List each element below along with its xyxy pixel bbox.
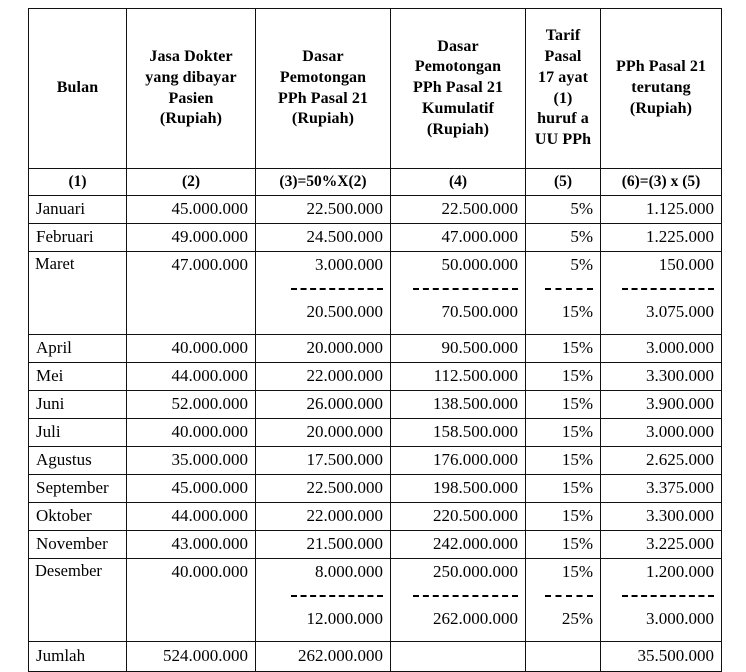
value-bottom: 15% [561,302,593,321]
value-top: 5% [570,255,593,274]
column-number-6: (6)=(3) x (5) [601,169,722,196]
cell-total-tarif [526,642,601,672]
subtotal-rule [263,583,383,608]
value-top: 47.000.000 [171,255,248,274]
header-bulan [29,9,127,169]
cell-jasa-dokter [127,559,256,642]
header-line: Tarif [545,27,581,45]
column-numbers-row [29,169,722,196]
cell-pph-terutang: 3.000.000 [601,335,722,363]
header-line: (Rupiah) [426,120,490,138]
table-row [29,196,722,224]
value-top: 250.000.000 [433,562,518,581]
cell-month: Oktober [29,503,127,531]
value-stack [608,561,714,639]
header-row [29,9,722,169]
cell-jasa-dokter: 40.000.000 [127,335,256,363]
cell-dasar-pemotongan: 21.500.000 [256,531,391,559]
header-line: Pemotongan [414,58,502,76]
column-number-1: (1) [29,169,127,196]
header-line: (Rupiah) [629,99,693,117]
table-row [29,447,722,475]
cell-jasa-dokter: 43.000.000 [127,531,256,559]
cell-tarif: 15% [526,419,601,447]
table-row [29,224,722,252]
header-line: (Rupiah) [159,110,223,128]
header-line: huruf a [537,110,589,128]
value-top: 3.000.000 [315,255,383,274]
header-line: Dasar [437,37,479,55]
column-number-2: (2) [127,169,256,196]
cell-month: Agustus [29,447,127,475]
cell-pph-terutang: 1.125.000 [601,196,722,224]
cell-month: Juli [29,419,127,447]
cell-kumulatif: 47.000.000 [391,224,526,252]
document-sheet [28,8,721,666]
header-jasa-dokter [127,9,256,169]
table-row [29,363,722,391]
value-bottom: 12.000.000 [306,609,383,628]
value-bottom: 70.500.000 [441,302,518,321]
header-dasar-pemotongan-kumulatif [391,9,526,169]
value-bottom: 262.000.000 [433,609,518,628]
subtotal-rule [398,583,518,608]
header-line: (1) [553,89,573,107]
value-top: 8.000.000 [315,562,383,581]
table-row [29,559,722,642]
cell-dasar-pemotongan: 22.000.000 [256,363,391,391]
cell-dasar-pemotongan: 22.500.000 [256,196,391,224]
subtotal-rule [608,583,714,608]
table-row [29,475,722,503]
value-top: 150.000 [658,255,714,274]
cell-dasar-pemotongan: 22.000.000 [256,503,391,531]
table-row [29,252,722,335]
value-bottom: 3.000.000 [646,609,714,628]
table-row [29,391,722,419]
value-stack [533,561,593,639]
subtotal-rule [263,276,383,301]
header-line: UU PPh [534,131,592,149]
table-row [29,531,722,559]
cell-month: Juni [29,391,127,419]
cell-pph-terutang: 3.300.000 [601,503,722,531]
header-line: Pasien [168,89,214,107]
header-line: 17 ayat [537,68,589,86]
cell-dasar-pemotongan [256,252,391,335]
cell-tarif: 15% [526,503,601,531]
cell-dasar-pemotongan: 22.500.000 [256,475,391,503]
cell-dasar-pemotongan: 24.500.000 [256,224,391,252]
cell-kumulatif: 138.500.000 [391,391,526,419]
cell-total-label: Jumlah [29,642,127,672]
cell-tarif: 15% [526,335,601,363]
value-stack [398,561,518,639]
cell-month: April [29,335,127,363]
value-bottom: 25% [561,609,593,628]
cell-kumulatif: 22.500.000 [391,196,526,224]
cell-pph-terutang [601,252,722,335]
header-line: PPh Pasal 21 [412,79,504,97]
cell-dasar-pemotongan: 20.000.000 [256,335,391,363]
cell-pph-terutang: 3.375.000 [601,475,722,503]
header-tarif [526,9,601,169]
table-header [29,9,722,169]
header-line: Pasal [544,47,582,65]
cell-pph-terutang: 3.900.000 [601,391,722,419]
value-stack [533,254,593,332]
cell-dasar-pemotongan [256,559,391,642]
cell-month: Mei [29,363,127,391]
cell-month: Maret [29,252,127,335]
header-line: terutang [631,79,691,97]
table-row [29,419,722,447]
header-line: Bulan [56,79,99,97]
subtotal-rule [608,276,714,301]
cell-month: Februari [29,224,127,252]
value-top: 40.000.000 [171,562,248,581]
cell-pph-terutang: 3.225.000 [601,531,722,559]
header-line: Pemotongan [279,68,367,86]
cell-pph-terutang [601,559,722,642]
cell-kumulatif [391,559,526,642]
cell-tarif [526,559,601,642]
value-stack [608,254,714,332]
subtotal-rule [533,583,593,608]
cell-kumulatif: 90.500.000 [391,335,526,363]
cell-tarif [526,252,601,335]
cell-month: November [29,531,127,559]
cell-total-jasa-dokter: 524.000.000 [127,642,256,672]
cell-tarif: 15% [526,363,601,391]
header-line: PPh Pasal 21 [277,89,369,107]
cell-tarif: 15% [526,447,601,475]
cell-kumulatif: 112.500.000 [391,363,526,391]
cell-month: Desember [29,559,127,642]
subtotal-rule [398,276,518,301]
value-bottom: 20.500.000 [306,302,383,321]
cell-tarif: 5% [526,224,601,252]
column-number-5: (5) [526,169,601,196]
cell-kumulatif: 220.500.000 [391,503,526,531]
cell-month: September [29,475,127,503]
value-top: 15% [561,562,593,581]
column-number-4: (4) [391,169,526,196]
table-total-row [29,642,722,672]
cell-kumulatif: 242.000.000 [391,531,526,559]
cell-month: Januari [29,196,127,224]
cell-total-pph-terutang: 35.500.000 [601,642,722,672]
cell-jasa-dokter [127,252,256,335]
cell-total-kumulatif [391,642,526,672]
cell-tarif: 15% [526,391,601,419]
header-line: Dasar [302,47,344,65]
value-stack [263,254,383,332]
cell-kumulatif: 176.000.000 [391,447,526,475]
cell-dasar-pemotongan: 20.000.000 [256,419,391,447]
value-top: 50.000.000 [441,255,518,274]
cell-tarif: 5% [526,196,601,224]
cell-jasa-dokter: 49.000.000 [127,224,256,252]
cell-kumulatif: 198.500.000 [391,475,526,503]
table-row [29,503,722,531]
header-line: PPh Pasal 21 [615,58,707,76]
cell-pph-terutang: 2.625.000 [601,447,722,475]
header-line: Kumulatif [421,99,495,117]
table-body [29,169,722,672]
value-stack [398,254,518,332]
cell-jasa-dokter: 44.000.000 [127,363,256,391]
column-number-3: (3)=50%X(2) [256,169,391,196]
cell-jasa-dokter: 45.000.000 [127,475,256,503]
cell-jasa-dokter: 45.000.000 [127,196,256,224]
cell-dasar-pemotongan: 17.500.000 [256,447,391,475]
cell-jasa-dokter: 52.000.000 [127,391,256,419]
header-line: yang dibayar [145,68,237,86]
pph-pasal-21-table [28,8,722,672]
header-pph-terutang [601,9,722,169]
value-stack [134,254,248,332]
cell-kumulatif: 158.500.000 [391,419,526,447]
value-bottom: 3.075.000 [646,302,714,321]
cell-pph-terutang: 3.300.000 [601,363,722,391]
header-dasar-pemotongan [256,9,391,169]
cell-tarif: 15% [526,531,601,559]
cell-pph-terutang: 1.225.000 [601,224,722,252]
cell-jasa-dokter: 44.000.000 [127,503,256,531]
value-top: 1.200.000 [646,562,714,581]
cell-tarif: 15% [526,475,601,503]
cell-jasa-dokter: 35.000.000 [127,447,256,475]
cell-jasa-dokter: 40.000.000 [127,419,256,447]
header-line: Jasa Dokter [149,47,233,65]
cell-dasar-pemotongan: 26.000.000 [256,391,391,419]
cell-kumulatif [391,252,526,335]
cell-pph-terutang: 3.000.000 [601,419,722,447]
header-line: (Rupiah) [291,110,355,128]
table-row [29,335,722,363]
cell-total-dasar-pemotongan: 262.000.000 [256,642,391,672]
subtotal-rule [533,276,593,301]
value-stack [134,561,248,639]
value-stack [263,561,383,639]
